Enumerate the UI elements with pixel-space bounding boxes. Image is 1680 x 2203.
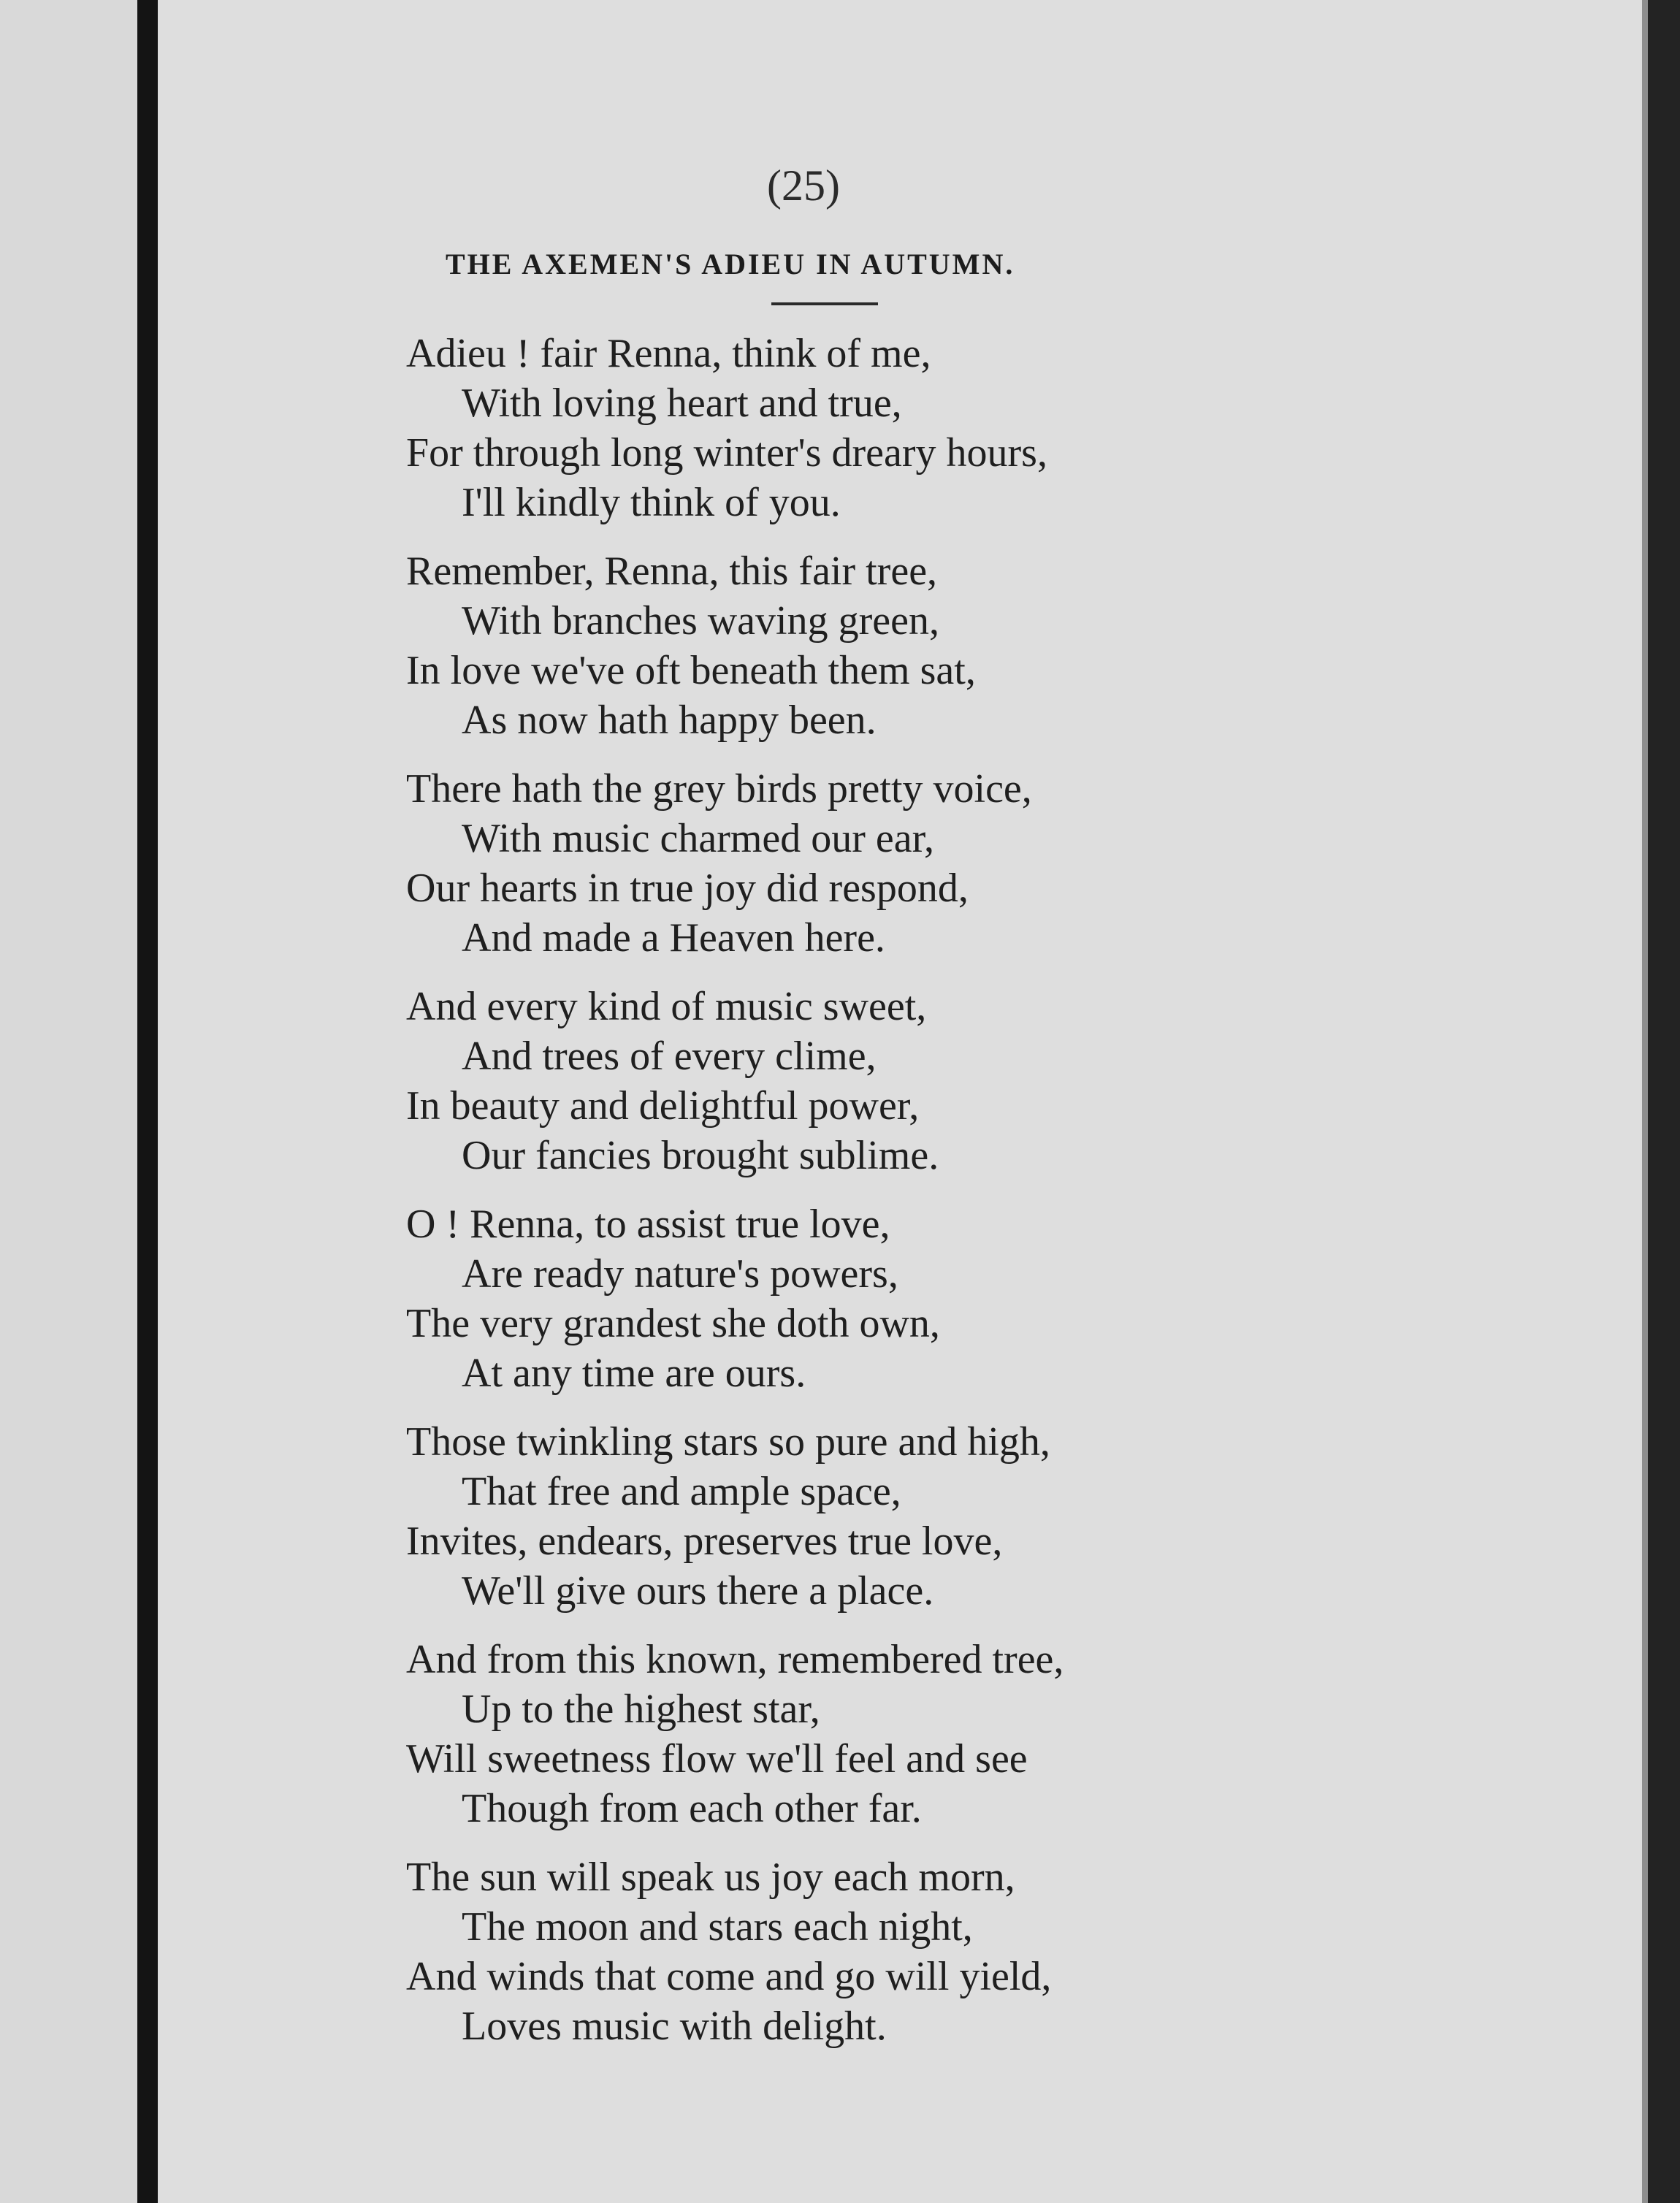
poem-line: Our fancies brought sublime. — [462, 1133, 939, 1178]
poem-line: Loves music with delight. — [462, 2004, 887, 2049]
poem-line: For through long winter's dreary hours, — [406, 430, 1047, 476]
poem-line: And trees of every clime, — [462, 1034, 877, 1079]
poem-line: In beauty and delightful power, — [406, 1083, 920, 1129]
poem-line: At any time are ours. — [462, 1351, 806, 1396]
poem-line: Will sweetness flow we'll feel and see — [406, 1736, 1028, 1782]
poem-line: Are ready nature's powers, — [462, 1251, 898, 1297]
poem-line: With loving heart and true, — [462, 381, 902, 426]
poem-line: Invites, endears, preserves true love, — [406, 1519, 1003, 1564]
poem-line: In love we've oft beneath them sat, — [406, 648, 976, 693]
poem-line: As now hath happy been. — [462, 698, 877, 743]
stanza — [406, 1635, 1297, 1833]
poem-line: That free and ample space, — [462, 1469, 901, 1514]
poem-title: THE AXEMEN'S ADIEU IN AUTUMN. — [446, 248, 1015, 280]
stanza — [406, 982, 1297, 1180]
title-rule — [771, 302, 878, 305]
poem-line: And every kind of music sweet, — [406, 984, 927, 1029]
stanza — [406, 1417, 1297, 1616]
book-spine — [137, 0, 158, 2203]
poem-line: I'll kindly think of you. — [462, 480, 841, 525]
poem-body — [406, 329, 1297, 2070]
poem-line: The moon and stars each night, — [462, 1904, 973, 1950]
poem-line: Those twinkling stars so pure and high, — [406, 1419, 1050, 1465]
page-right-edge — [1648, 0, 1680, 2203]
poem-line: Adieu ! fair Renna, think of me, — [406, 331, 931, 376]
stanza — [406, 546, 1297, 745]
stanza — [406, 329, 1297, 527]
stanza — [406, 1852, 1297, 2051]
poem-line: O ! Renna, to assist true love, — [406, 1202, 890, 1247]
poem-line: With music charmed our ear, — [462, 816, 935, 861]
page-edge-shadow — [1642, 0, 1648, 2203]
poem-line: The sun will speak us joy each morn, — [406, 1855, 1015, 1900]
page-number-text: (25) — [767, 161, 840, 210]
facing-page-edge — [0, 0, 146, 2203]
poem-line: Though from each other far. — [462, 1786, 922, 1831]
poem-line: And winds that come and go will yield, — [406, 1954, 1052, 1999]
poem-line: With branches waving green, — [462, 598, 939, 644]
poem-line: There hath the grey birds pretty voice, — [406, 766, 1032, 812]
poem-line: Our hearts in true joy did respond, — [406, 866, 969, 911]
poem-line: Remember, Renna, this fair tree, — [406, 549, 938, 594]
poem-line: And made a Heaven here. — [462, 915, 885, 961]
poem-line: And from this known, remembered tree, — [406, 1637, 1064, 1682]
poem-line: Up to the highest star, — [462, 1687, 820, 1732]
stanza — [406, 1199, 1297, 1398]
poem-line: The very grandest she doth own, — [406, 1301, 940, 1346]
poem-line: We'll give ours there a place. — [462, 1568, 934, 1614]
stanza — [406, 764, 1297, 963]
